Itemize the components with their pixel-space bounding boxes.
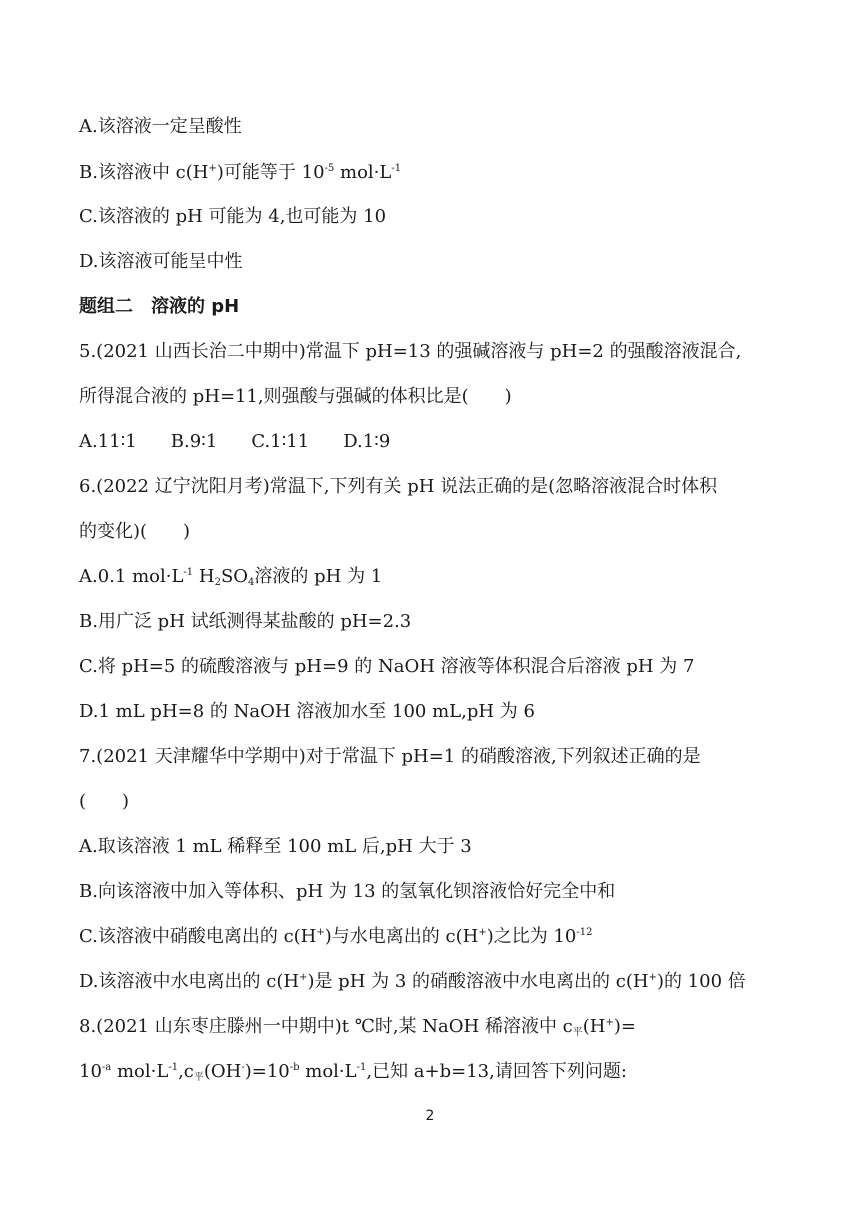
q7-option-a: A.取该溶液 1 mL 稀释至 100 mL 后,pH 大于 3 xyxy=(79,836,472,857)
q5-option-c: C.1∶11 xyxy=(251,431,310,452)
q6-option-d: D.1 mL pH=8 的 NaOH 溶液加水至 100 mL,pH 为 6 xyxy=(79,701,535,722)
q5-stem-line2: 所得混合液的 pH=11,则强酸与强碱的体积比是( ) xyxy=(79,386,512,407)
q5-options xyxy=(79,431,424,453)
q4-option-b: B.该溶液中 c(H+)可能等于 $10^{-5}$ $mol\cdot L^{-1}$ xyxy=(79,162,402,183)
q4-option-a: A.该溶液一定呈酸性 xyxy=(79,116,242,137)
q7-option-c: C.该溶液中硝酸电离出的 c(H+)与水电离出的 c(H+)之比为 $10^{-12}$ xyxy=(79,926,593,947)
q8-stem-line2: $10^{-a}$ $mol\cdot L^{-1},c_平(OH^-)=10^{-b}$ $mol\cdot L^{-1}$,已知 a+b=13,请回答下列问题: xyxy=(79,1061,627,1083)
q5-option-a: A.11∶1 xyxy=(79,431,137,452)
q7-stem-line1: 7.(2021 天津耀华中学期中)对于常温下 pH=1 的硝酸溶液,下列叙述正确的是 xyxy=(79,746,701,767)
q7-stem-line2: ( ) xyxy=(79,791,130,812)
q5-option-d: D.1∶9 xyxy=(343,431,391,452)
q6-option-b: B.用广泛 pH 试纸测得某盐酸的 pH=2.3 xyxy=(79,611,412,632)
q4-option-d: D.该溶液可能呈中性 xyxy=(79,251,243,272)
q7-option-b: B.向该溶液中加入等体积、pH 为 13 的氢氧化钡溶液恰好完全中和 xyxy=(79,881,616,902)
q6-stem-line1: 6.(2022 辽宁沈阳月考)常温下,下列有关 pH 说法正确的是(忽略溶液混合时体积 xyxy=(79,476,718,497)
q6-option-a: A.0.1 $mol\cdot L^{-1}$ $H_2SO_4$溶液的 pH 为 1 xyxy=(79,566,383,588)
q6-stem-line2: 的变化)( ) xyxy=(79,521,191,542)
q5-option-b: B.9∶1 xyxy=(170,431,218,452)
q7-option-d: D.该溶液中水电离出的 c(H+)是 pH 为 3 的硝酸溶液中水电离出的 c(H+)的 100 倍 xyxy=(79,971,746,992)
q4-option-c: C.该溶液的 pH 可能为 4,也可能为 10 xyxy=(79,206,387,227)
section-heading: 题组二 溶液的 pH xyxy=(79,296,240,317)
page-number: 2 xyxy=(425,1108,435,1124)
q8-stem-line1: 8.(2021 山东枣庄滕州一中期中)t ℃时,某 NaOH 稀溶液中 $c_平(H^+)=$ xyxy=(79,1016,636,1038)
q5-stem-line1: 5.(2021 山西长治二中期中)常温下 pH=13 的强碱溶液与 pH=2 的强酸溶液混合, xyxy=(79,341,742,362)
q6-option-c: C.将 pH=5 的硫酸溶液与 pH=9 的 NaOH 溶液等体积混合后溶液 pH 为 7 xyxy=(79,656,695,677)
